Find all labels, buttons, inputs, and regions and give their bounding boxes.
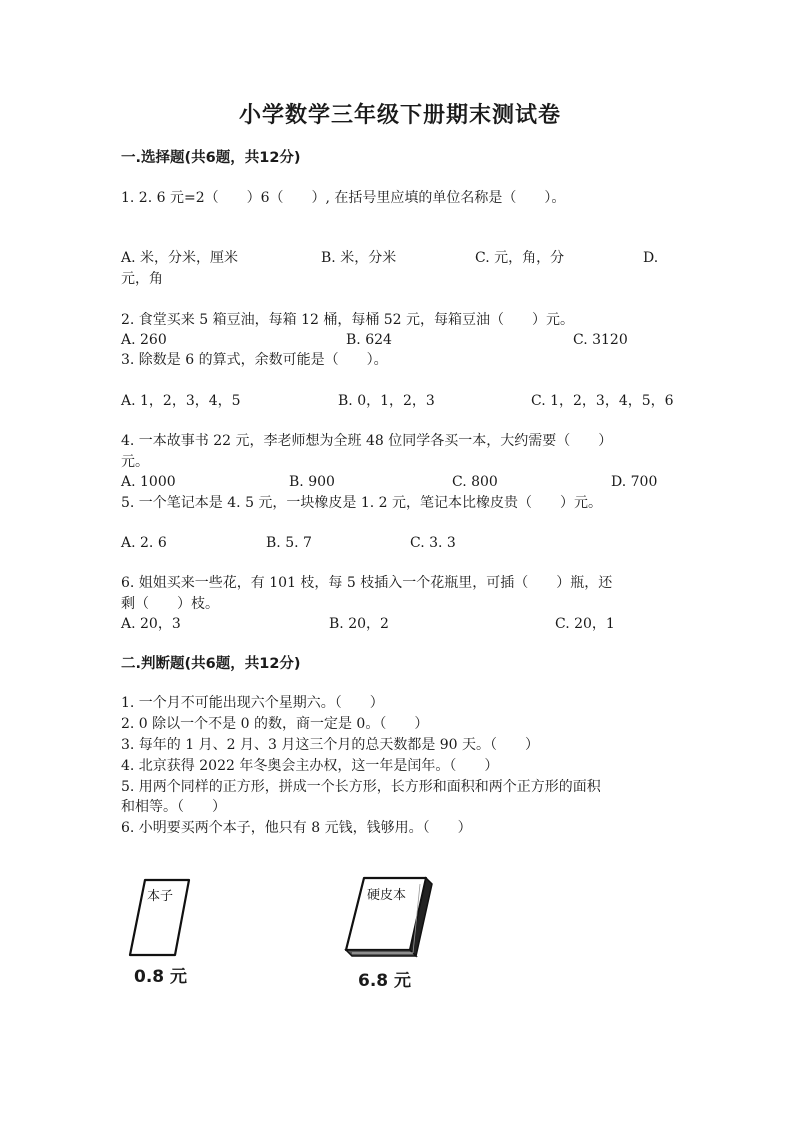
judgment-3: 3. 每年的 1 月、2 月、3 月这三个月的总天数都是 90 天。（ ） [121, 737, 540, 753]
question-5-option-b: B. 5. 7 [266, 535, 312, 551]
hardcover-label: 硬皮本 [367, 888, 407, 903]
section-heading-choice: 一.选择题(共6题，共12分) [121, 150, 301, 166]
question-6-stem: 6. 姐姐买来一些花，有 101 枝，每 5 枝插入一个花瓶里，可插（ ）瓶，还 [121, 575, 613, 591]
question-1-option-a: A. 米，分米，厘米 [121, 250, 239, 266]
question-6-option-c: C. 20，1 [555, 616, 615, 632]
question-2-option-b: B. 624 [346, 332, 392, 348]
question-1-stem: 1. 2. 6 元=2（ ）6（ ）, 在括号里应填的单位名称是（ ）。 [121, 190, 566, 206]
question-2-option-a: A. 260 [121, 332, 167, 348]
question-4-option-b: B. 900 [289, 474, 335, 490]
question-6-stem-cont: 剩（ ）枝。 [121, 596, 219, 612]
question-3-option-a: A. 1，2，3，4，5 [121, 393, 241, 409]
page-title: 小学数学三年级下册期末测试卷 [238, 103, 561, 128]
question-1-option-d-cont: 元，角 [121, 271, 163, 287]
notebook-label: 本子 [147, 889, 174, 904]
section-heading-judgment: 二.判断题(共6题，共12分) [121, 656, 301, 672]
judgment-5: 5. 用两个同样的正方形，拼成一个长方形，长方形和面积和两个正方形的面积 [121, 779, 601, 795]
question-2-stem: 2. 食堂买来 5 箱豆油，每箱 12 桶，每桶 52 元，每箱豆油（ ）元。 [121, 312, 575, 328]
judgment-6: 6. 小明要买两个本子，他只有 8 元钱，钱够用。（ ） [121, 820, 472, 836]
question-6-option-b: B. 20，2 [329, 616, 389, 632]
judgment-1: 1. 一个月不可能出现六个星期六。（ ） [121, 695, 384, 711]
question-1-option-c: C. 元，角，分 [475, 250, 565, 266]
question-4-stem-cont: 元。 [121, 454, 149, 470]
question-3-option-b: B. 0，1，2，3 [338, 393, 435, 409]
question-5-option-a: A. 2. 6 [121, 535, 167, 551]
notebook-illustration [125, 876, 205, 960]
judgment-5-cont: 和相等。（ ） [121, 799, 226, 815]
hardcover-notebook-illustration [340, 872, 440, 964]
judgment-2: 2. 0 除以一个不是 0 的数，商一定是 0。（ ） [121, 716, 429, 732]
question-6-option-a: A. 20，3 [121, 616, 181, 632]
question-4-stem: 4. 一本故事书 22 元，李老师想为全班 48 位同学各买一本，大约需要（ ） [121, 433, 613, 449]
question-3-option-c: C. 1，2，3，4，5，6 [531, 393, 674, 409]
question-3-stem: 3. 除数是 6 的算式，余数可能是（ ）。 [121, 352, 388, 368]
question-1-option-b: B. 米，分米 [321, 250, 397, 266]
hardcover-price: 6.8 元 [358, 971, 412, 991]
judgment-4: 4. 北京获得 2022 年冬奥会主办权，这一年是闰年。（ ） [121, 758, 499, 774]
question-4-option-d: D. 700 [611, 474, 658, 490]
question-4-option-a: A. 1000 [121, 474, 176, 490]
question-4-option-c: C. 800 [452, 474, 498, 490]
question-1-option-d: D. [643, 250, 659, 266]
notebook-price: 0.8 元 [134, 967, 188, 987]
question-5-option-c: C. 3. 3 [410, 535, 456, 551]
question-5-stem: 5. 一个笔记本是 4. 5 元，一块橡皮是 1. 2 元，笔记本比橡皮贵（ ）元。 [121, 495, 603, 511]
question-2-option-c: C. 3120 [573, 332, 628, 348]
